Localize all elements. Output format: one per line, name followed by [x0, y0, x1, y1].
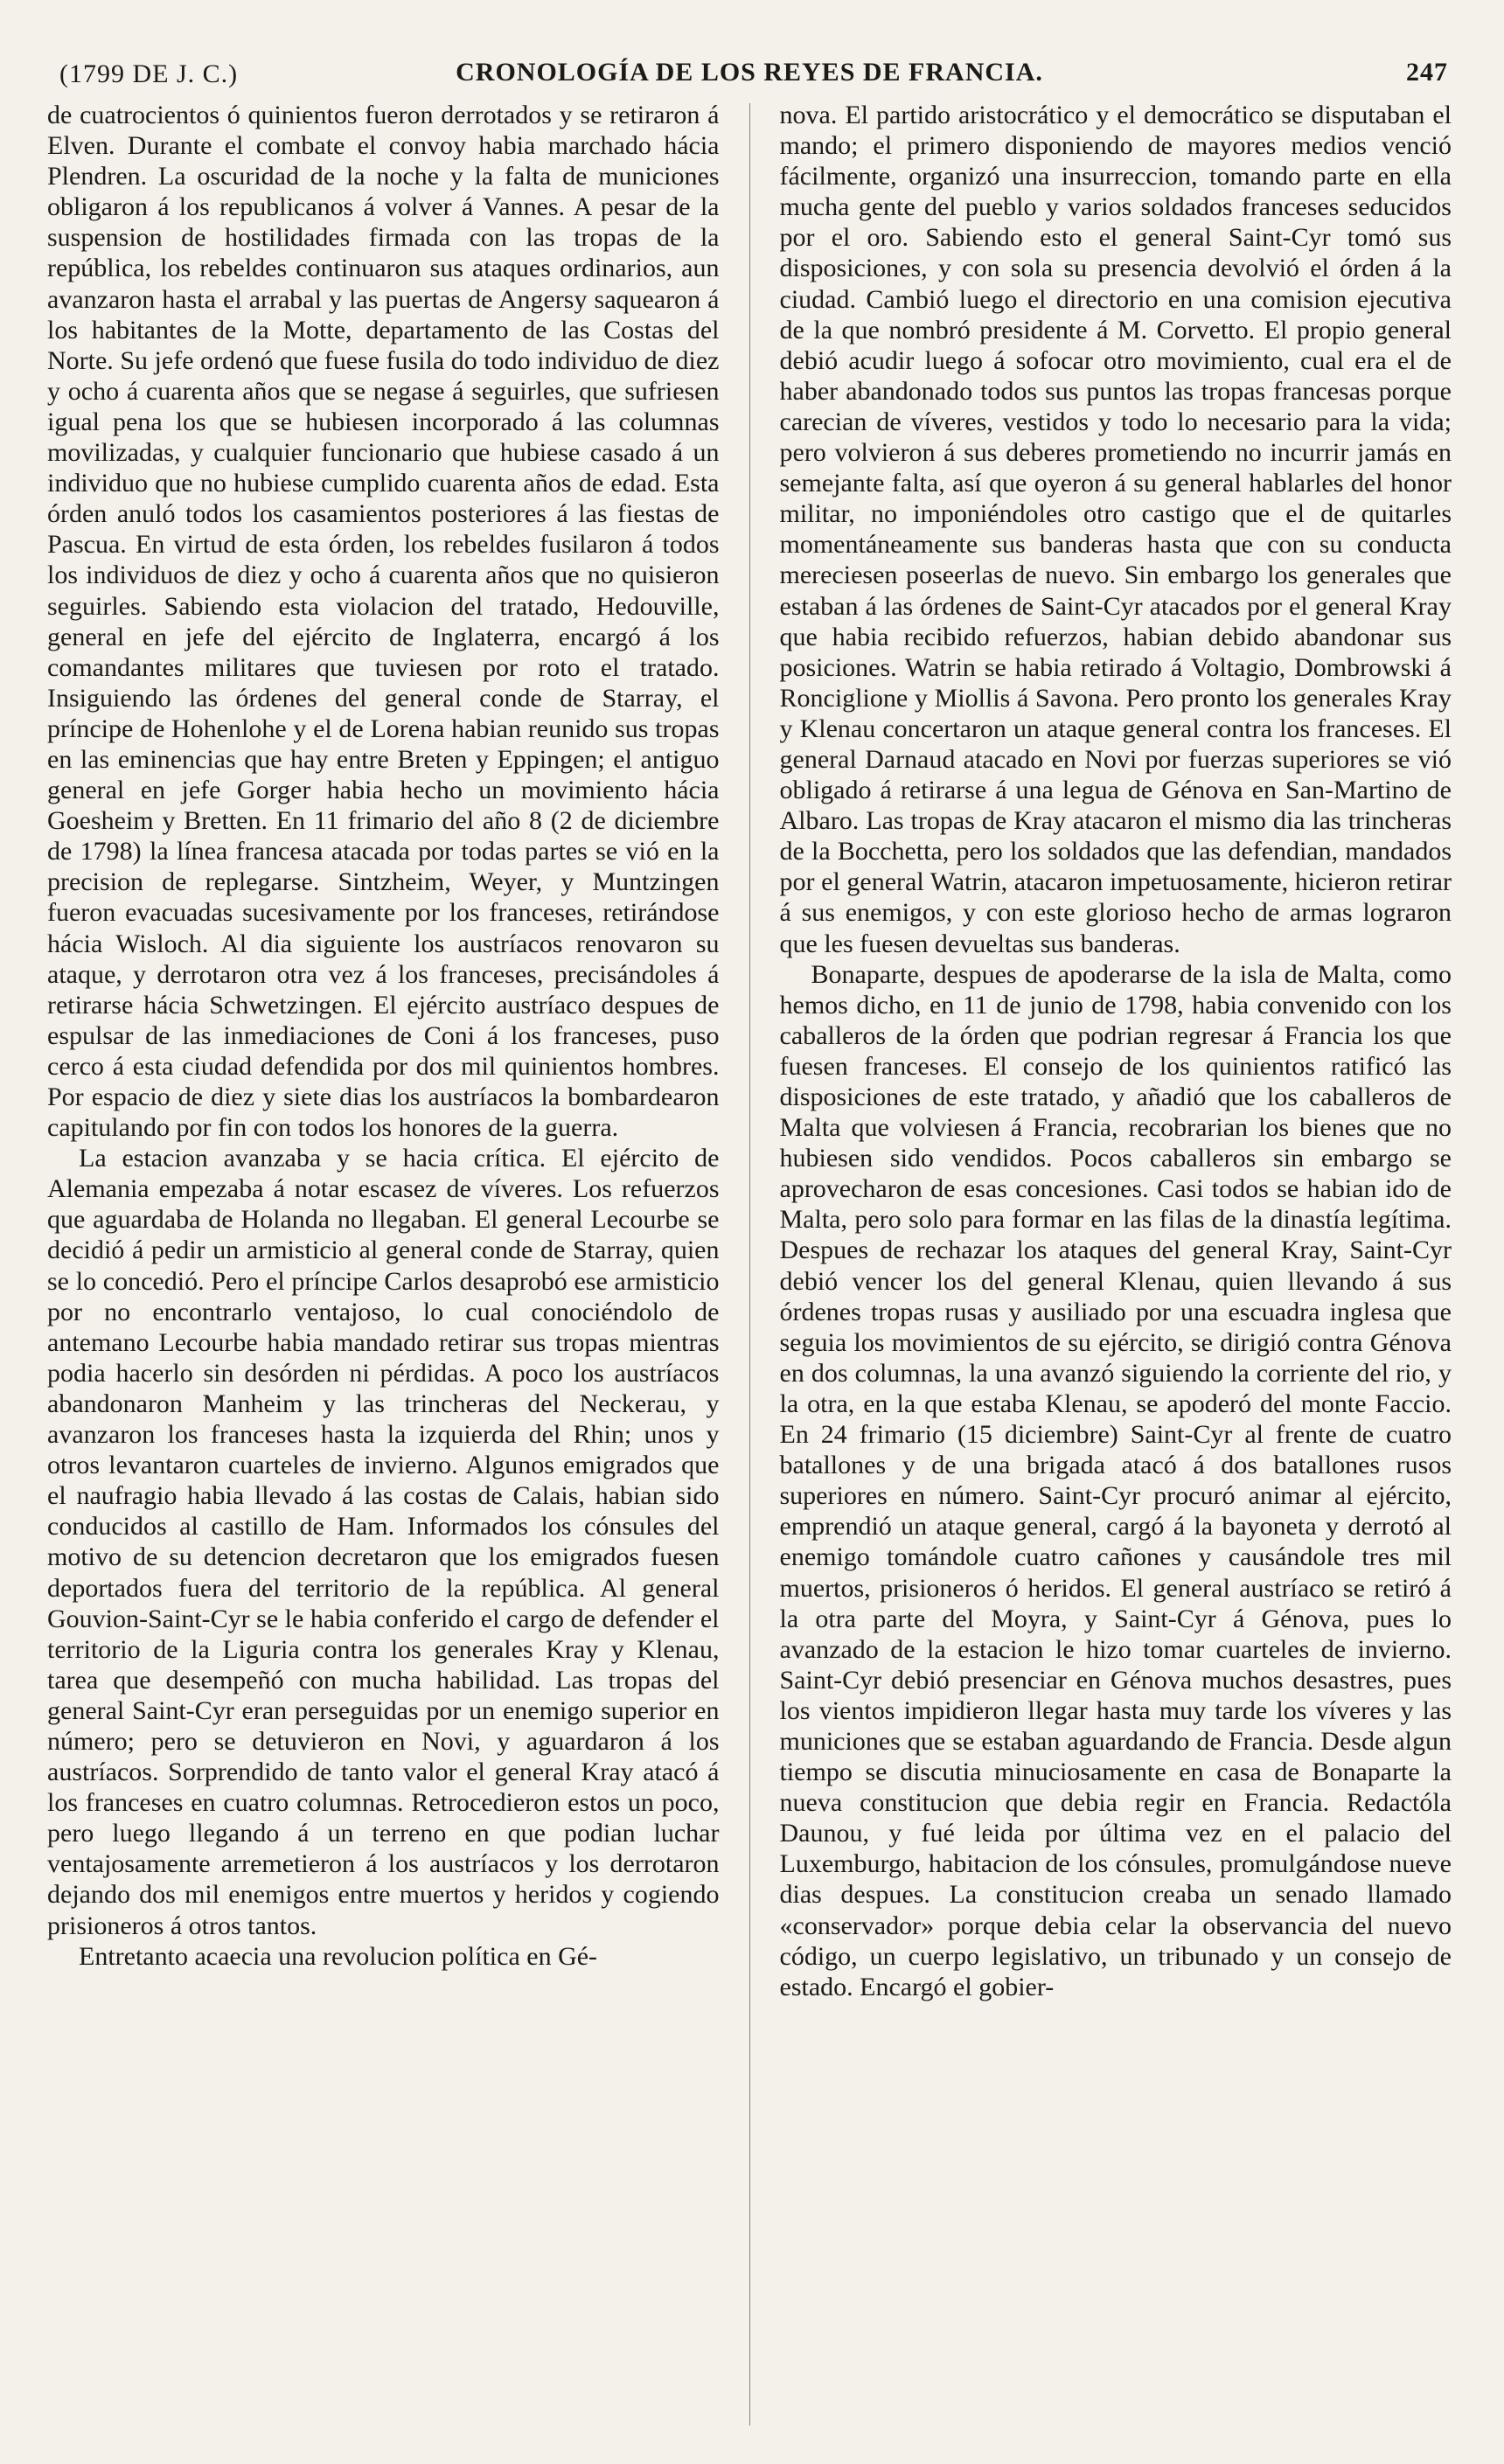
paragraph: de cuatrocientos ó quinientos fueron derrotados y se retiraron á Elven. Durante el combate el convoy habia marchado hácia Plendren. La oscuridad de la noche y la falta de municiones obligaron á los republicanos á volver á Vannes. A pesar de la suspension de hostilidades firmada con las tropas de la república, los rebeldes continuaron sus ataques ordinarios, aun avanzaron hasta el arrabal y las puertas de Angersy saquearon á los habitantes de la Motte, departamento de las Costas del Norte. Su jefe ordenó que fuese fusila do todo individuo de diez y ocho á cuarenta años que se negase á seguirles, que sufriesen igual pena los que se hubiesen incorporado á las columnas movilizadas, y cualquier funcionario que hubiese casado á un individuo que no hubiese cumplido cuarenta años de edad. Esta órden anuló todos los casamientos posteriores á las fiestas de Pascua. En virtud de esta órden, los rebeldes fusilaron á todos los individuos de diez y ocho á cuarenta años que no quisieron seguirles. Sabiendo esta violacion del tratado, Hedouville, general en jefe del ejército de Inglaterra, encargó á los comandantes militares que tuviesen por roto el tratado. Insiguiendo las órdenes del general conde de Starray, el príncipe de Hohenlohe y el de Lorena habian reunido sus tropas en las eminencias que hay entre Breten y Eppingen; el antiguo general en jefe Gorger habia hecho un movimiento hácia Goesheim y Bretten. En 11 frimario del año 8 (2 de diciembre de 1798) la línea francesa atacada por todas partes se vió en la precision de replegarse. Sintzheim, Weyer, y Muntzingen fueron evacuadas sucesivamente por los franceses, retirándose hácia Wisloch. Al dia siguiente los austríacos renovaron su ataque, y derrotaron otra vez á los franceses, precisándoles á retirarse hácia Schwetzingen. El ejército austríaco despues de espulsar de las inmediaciones de Coni á los franceses, puso cerco á esta ciudad defendida por dos mil quinientos hombres. Por espacio de diez y siete dias los austríacos la bombardearon capitulando por fin con todos los honores de la guerra. — [47, 101, 720, 1143]
right-column — [780, 100, 1452, 2426]
paragraph: nova. El partido aristocrático y el democrático se disputaban el mando; el primero disponiendo de mayores medios venció fácilmente, organizó una insurreccion, tomando parte en ella mucha gente del pueblo y varios soldados franceses seducidos por el oro. Sabiendo esto el general Saint-Cyr tomó sus disposiciones, y con sola su presencia devolvió el órden á la ciudad. Cambió luego el directorio en una comision ejecutiva de la que nombró presidente á M. Corvetto. El propio general debió acudir luego á sofocar otro movimiento, cual era el de haber abandonado todos sus puntos las tropas francesas porque carecian de víveres, vestidos y todo lo necesario para la vida; pero volvieron á sus deberes prometiendo no incurrir jamás en semejante falta, así que oyeron á su general hablarles del honor militar, no imponiéndoles otro castigo que el de quitarles momentáneamente sus banderas hasta que con su conducta mereciesen poseerlas de nuevo. Sin embargo los generales que estaban á las órdenes de Saint-Cyr atacados por el general Kray que habia recibido refuerzos, habian debido abandonar sus posiciones. Watrin se habia retirado á Voltagio, Dombrowski á Ronciglione y Miollis á Savona. Pero pronto los generales Kray y Klenau concertaron un ataque general contra los franceses. El general Darnaud atacado en Novi por fuerzas superiores se vió obligado á retirarse á una legua de Génova en San-Martino de Albaro. Las tropas de Kray atacaron el mismo dia las trincheras de la Bocchetta, pero los soldados que las defendian, mandados por el general Watrin, atacaron impetuosamente, hicieron retirar á sus enemigos, y con este glorioso hecho de armas lograron que les fuesen devueltas sus banderas. — [779, 101, 1452, 958]
paragraph: Entretanto acaecia una revolucion política en Gé- — [79, 1941, 598, 1971]
paragraph: La estacion avanzaba y se hacia crítica. El ejército de Alemania empezaba á notar escasez de víveres. Los refuerzos que aguardaba de Holanda no llegaban. El general Lecourbe se decidió á pedir un armisticio al general conde de Starray, quien se lo concedió. Pero el príncipe Carlos desaprobó ese armisticio por no encontrarlo ventajoso, lo cual conociéndolo de antemano Lecourbe habia mandado retirar sus tropas mientras podia hacerlo sin desórden ni pérdidas. A poco los austríacos abandonaron Manheim y las trincheras del Neckerau, y avanzaron los franceses hasta la izquierda del Rhin; unos y otros levantaron cuarteles de invierno. Algunos emigrados que el naufragio habia llevado á las costas de Calais, habian sido conducidos al castillo de Ham. Informados los cónsules del motivo de su detencion decretaron que los emigrados fuesen deportados fuera del territorio de la república. Al general Gouvion-Saint-Cyr se le habia conferido el cargo de defender el territorio de la Liguria contra los generales Kray y Klenau, tarea que desempeñó con mucha habilidad. Las tropas del general Saint-Cyr eran perseguidas por un enemigo superior en número; pero se detuvieron en Novi, y aguardaron á los austríacos. Sorprendido de tanto valor el general Kray atacó á los franceses en cuatro columnas. Retrocedieron estos un poco, pero luego llegando á un terreno en que podian luchar ventajosamente arremetieron á los austríacos y los derrotaron dejando dos mil enemigos entre muertos y heridos y cogiendo prisioneros á otros tantos. — [47, 1144, 720, 1940]
text-columns — [47, 100, 1452, 2426]
left-column — [47, 100, 720, 2426]
header-title: CRONOLOGÍA DE LOS REYES DE FRANCIA. — [456, 58, 1043, 87]
running-header — [47, 51, 1452, 100]
paragraph: Bonaparte, despues de apoderarse de la isla de Malta, como hemos dicho, en 11 de junio de 1798, habia convenido con los caballeros de la órden que podrian regresar á Francia los que fuesen franceses. El consejo de los quinientos ratificó las disposiciones de este tratado, y añadió que los caballeros de Malta que volviesen á Francia, recobrarian los bienes que no hubiesen sido vendidos. Pocos caballeros sin embargo se aprovecharon de esas concesiones. Casi todos se habian ido de Malta, pero solo para formar en las filas de la dinastía legítima. Despues de rechazar los ataques del general Kray, Saint-Cyr debió vencer los del general Klenau, quien llevando á sus órdenes tropas rusas y ausiliado por una escuadra inglesa que seguia los movimientos de su ejército, se dirigió contra Génova en dos columnas, la una avanzó siguiendo la corriente del rio, y la otra, en la que estaba Klenau, se apoderó del monte Faccio. En 24 frimario (15 diciembre) Saint-Cyr al frente de cuatro batallones y de una brigada atacó á dos batallones rusos superiores en número. Saint-Cyr procuró animar al ejército, emprendió un ataque general, cargó á la bayoneta y derrotó al enemigo tomándole cuatro cañones y causándole tres mil muertos, prisioneros ó heridos. El general austríaco se retiró á la otra parte del Moyra, y Saint-Cyr á Génova, pues lo avanzado de la estacion le hizo tomar cuarteles de invierno. Saint-Cyr debió presenciar en Génova muchos desastres, pues los vientos impidieron llegar hasta muy tarde los víveres y las municiones que se estaban aguardando de Francia. Desde algun tiempo se discutia minuciosamente en casa de Bonaparte la nueva constitucion que debia regir en Francia. Redactóla Daunou, y fué leida por última vez en el palacio del Luxemburgo, habitacion de los cónsules, promulgándose nueve dias despues. La constitucion creaba un senado llamado «conservador» porque debia celar la observancia del nuevo código, un cuerpo legislativo, un tribunado y un consejo de estado. Encargó el gobier- — [779, 959, 1452, 2001]
header-date: (1799 DE J. C.) — [59, 59, 239, 88]
page-number: 247 — [1406, 58, 1448, 87]
column-divider — [749, 103, 750, 2426]
